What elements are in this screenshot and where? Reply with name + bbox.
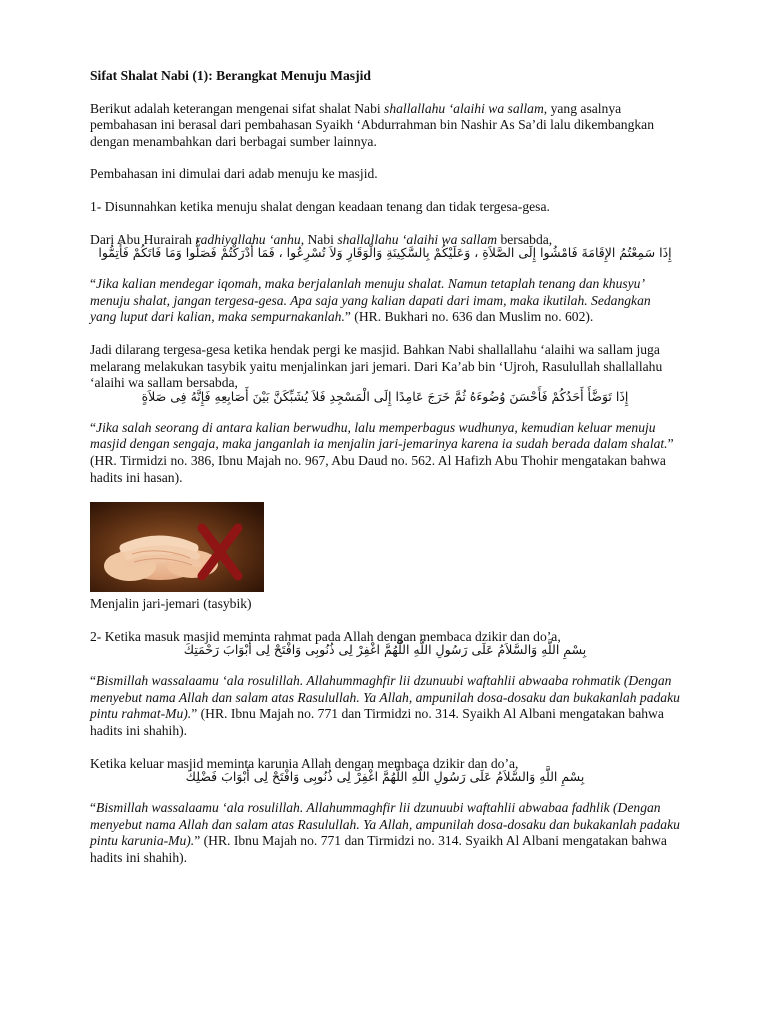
arabic-dua-exit: بِسْمِ اللَّهِ وَالسَّلاَمُ عَلَى رَسُولِ اللَّهِ اللَّهُمَّ اغْفِرْ لِى ذُنُوبِى وَافْتَحْ لِى أَبْوَابَ فَضْلِكَ: [185, 769, 585, 785]
intro-paragraph: Berikut adalah keterangan mengenai sifat shalat Nabi shallallahu ‘alaihi wa sallam, yang asalnya pembahasan ini berasal dari pembahasan Syaikh ‘Abdurrahman bin Nashir As Sa’di lalu dikembangkan dengan menambahkan dari berbagai sumber lainnya.: [90, 100, 654, 149]
article-title: Sifat Shalat Nabi (1): Berangkat Menuju Masjid: [90, 68, 371, 83]
opening-paragraph: Pembahasan ini dimulai dari adab menuju ke masjid.: [90, 166, 378, 182]
point-1: 1- Disunnahkan ketika menuju shalat dengan keadaan tenang dan tidak tergesa-gesa.: [90, 198, 550, 214]
translation-2: “Jika salah seorang di antara kalian berwudhu, lalu memperbagus wudhunya, kemudian keluar menuju masjid dengan sengaja, maka janganlah ia menjalin jari-jemarinya karena ia sudah berada dalam shalat.” (HR. Tirmidzi no. 386, Ibnu Majah no. 967, Abu Daud no. 562. Al Hafizh Abu Thohir mengatakan bahwa hadits ini hasan).: [90, 419, 674, 485]
document-body: [90, 68, 680, 883]
interlaced-fingers-photo: [90, 502, 264, 592]
point-2: 2- Ketika masuk masjid meminta rahmat pada Allah dengan membaca dzikir dan do’a,: [90, 628, 561, 644]
image-caption: Menjalin jari-jemari (tasybik): [90, 596, 252, 612]
exit-intro: Ketika keluar masjid meminta karunia Allah dengan membaca dzikir dan do’a,: [90, 755, 519, 771]
hadith-1-intro: Dari Abu Hurairah radhiyallahu ‘anhu, Nabi shallallahu ‘alaihi wa sallam bersabda,: [90, 231, 553, 247]
tasybik-image: [90, 502, 264, 592]
arabic-hadith-2: إِذَا تَوَضَّأَ أَحَدُكُمْ فَأَحْسَنَ وُضُوءَهُ ثُمَّ خَرَجَ عَامِدًا إِلَى الْمَسْجِدِ فَلاَ يُشَبِّكَنَّ بَيْنَ أَصَابِعِهِ فَإِنَّهُ فِى صَلاَةٍ: [141, 388, 629, 404]
translation-4: “Bismillah wassalaamu ‘ala rosulillah. Allahummaghfir lii dzunuubi waftahlii abwabaa fadhlik (Dengan menyebut nama Allah dan salam atas Rasulullah. Ya Allah, ampunilah dosa-dosaku dan bukakanlah padaku pintu karunia-Mu).” (HR. Ibnu Majah no. 771 dan Tirmidzi no. 314. Syaikh Al Albani mengatakan bahwa hadits ini shahih).: [90, 800, 680, 866]
arabic-hadith-1: إِذَا سَمِعْتُمُ الإِقَامَةَ فَامْشُوا إِلَى الصَّلاَةِ ، وَعَلَيْكُمْ بِالسَّكِينَةِ وَالْوَقَارِ وَلاَ تُسْرِعُوا ، فَمَا أَدْرَكْتُمْ فَصَلُّوا وَمَا فَاتَكُمْ فَأَتِمُّوا: [98, 245, 672, 261]
translation-1: “Jika kalian mendegar iqomah, maka berjalanlah menuju shalat. Namun tetaplah tenang dan khusyu’ menuju shalat, jangan tergesa-gesa. Apa saja yang kalian dapati dari imam, maka ikutilah. Sedangkan yang luput dari kalian, maka sempurnakanlah.” (HR. Bukhari no. 636 dan Muslim no. 602).: [90, 276, 651, 325]
arabic-dua-enter: بِسْمِ اللَّهِ وَالسَّلاَمُ عَلَى رَسُولِ اللَّهِ اللَّهُمَّ اغْفِرْ لِى ذُنُوبِى وَافْتَحْ لِى أَبْوَابَ رَحْمَتِكَ: [183, 642, 587, 658]
translation-3: “Bismillah wassalaamu ‘ala rosulillah. Allahummaghfir lii dzunuubi waftahlii abwaaba rohmatik (Dengan menyebut nama Allah dan salam atas Rasulullah. Ya Allah, ampunilah dosa-dosaku dan bukakanlah padaku pintu rahmat-Mu).” (HR. Ibnu Majah no. 771 dan Tirmidzi no. 314. Syaikh Al Albani mengatakan bahwa hadits ini shahih).: [90, 673, 680, 739]
tasybik-paragraph: Jadi dilarang tergesa-gesa ketika hendak pergi ke masjid. Bahkan Nabi shallallahu ‘alaihi wa sallam juga melarang melakukan tasybik yaitu menjalinkan jari jemari. Dari Ka’ab bin ‘Ujroh, Rasulullah shallallahu ‘alaihi wa sallam bersabda,: [90, 341, 663, 391]
